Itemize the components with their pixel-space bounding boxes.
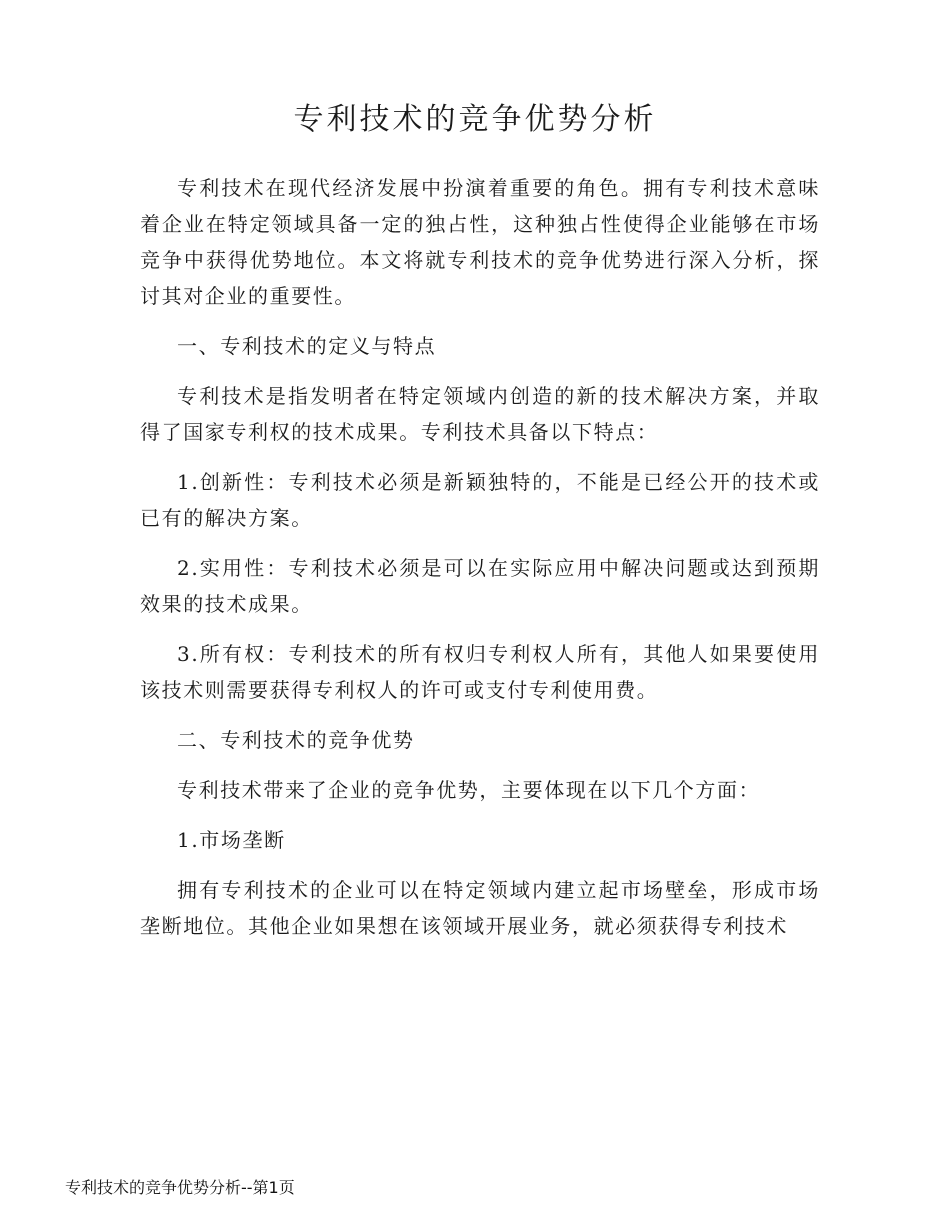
paragraph-advantages-intro: 专利技术带来了企业的竞争优势，主要体现在以下几个方面： bbox=[177, 778, 761, 802]
list-item-ownership: 3.所有权：专利技术的所有权归专利权人所有，其他人如果要使用该技术则需要获得专利权人的许可或支付专利使用费。 bbox=[140, 642, 820, 702]
paragraph-definition: 专利技术是指发明者在特定领域内创造的新的技术解决方案，并取得了国家专利权的技术成果。专利技术具备以下特点： bbox=[140, 384, 820, 444]
page-footer: 专利技术的竞争优势分析--第1页 bbox=[65, 1178, 295, 1197]
subheading-market-monopoly: 1.市场垄断 bbox=[177, 828, 286, 852]
document-body bbox=[140, 170, 820, 944]
section-heading-definition: 一、专利技术的定义与特点 bbox=[177, 334, 437, 358]
list-item-practicality: 2.实用性：专利技术必须是可以在实际应用中解决问题或达到预期效果的技术成果。 bbox=[140, 556, 820, 616]
list-item-innovation: 1.创新性：专利技术必须是新颖独特的，不能是已经公开的技术或已有的解决方案。 bbox=[140, 470, 820, 530]
paragraph-market-monopoly: 拥有专利技术的企业可以在特定领域内建立起市场壁垒，形成市场垄断地位。其他企业如果想在该领域开展业务，就必须获得专利技术 bbox=[140, 878, 820, 938]
document-title: 专利技术的竞争优势分析 bbox=[293, 102, 657, 137]
paragraph-intro: 专利技术在现代经济发展中扮演着重要的角色。拥有专利技术意味着企业在特定领域具备一定的独占性，这种独占性使得企业能够在市场竞争中获得优势地位。本文将就专利技术的竞争优势进行深入分析，探讨其对企业的重要性。 bbox=[140, 176, 820, 308]
section-heading-advantages: 二、专利技术的竞争优势 bbox=[177, 728, 415, 752]
